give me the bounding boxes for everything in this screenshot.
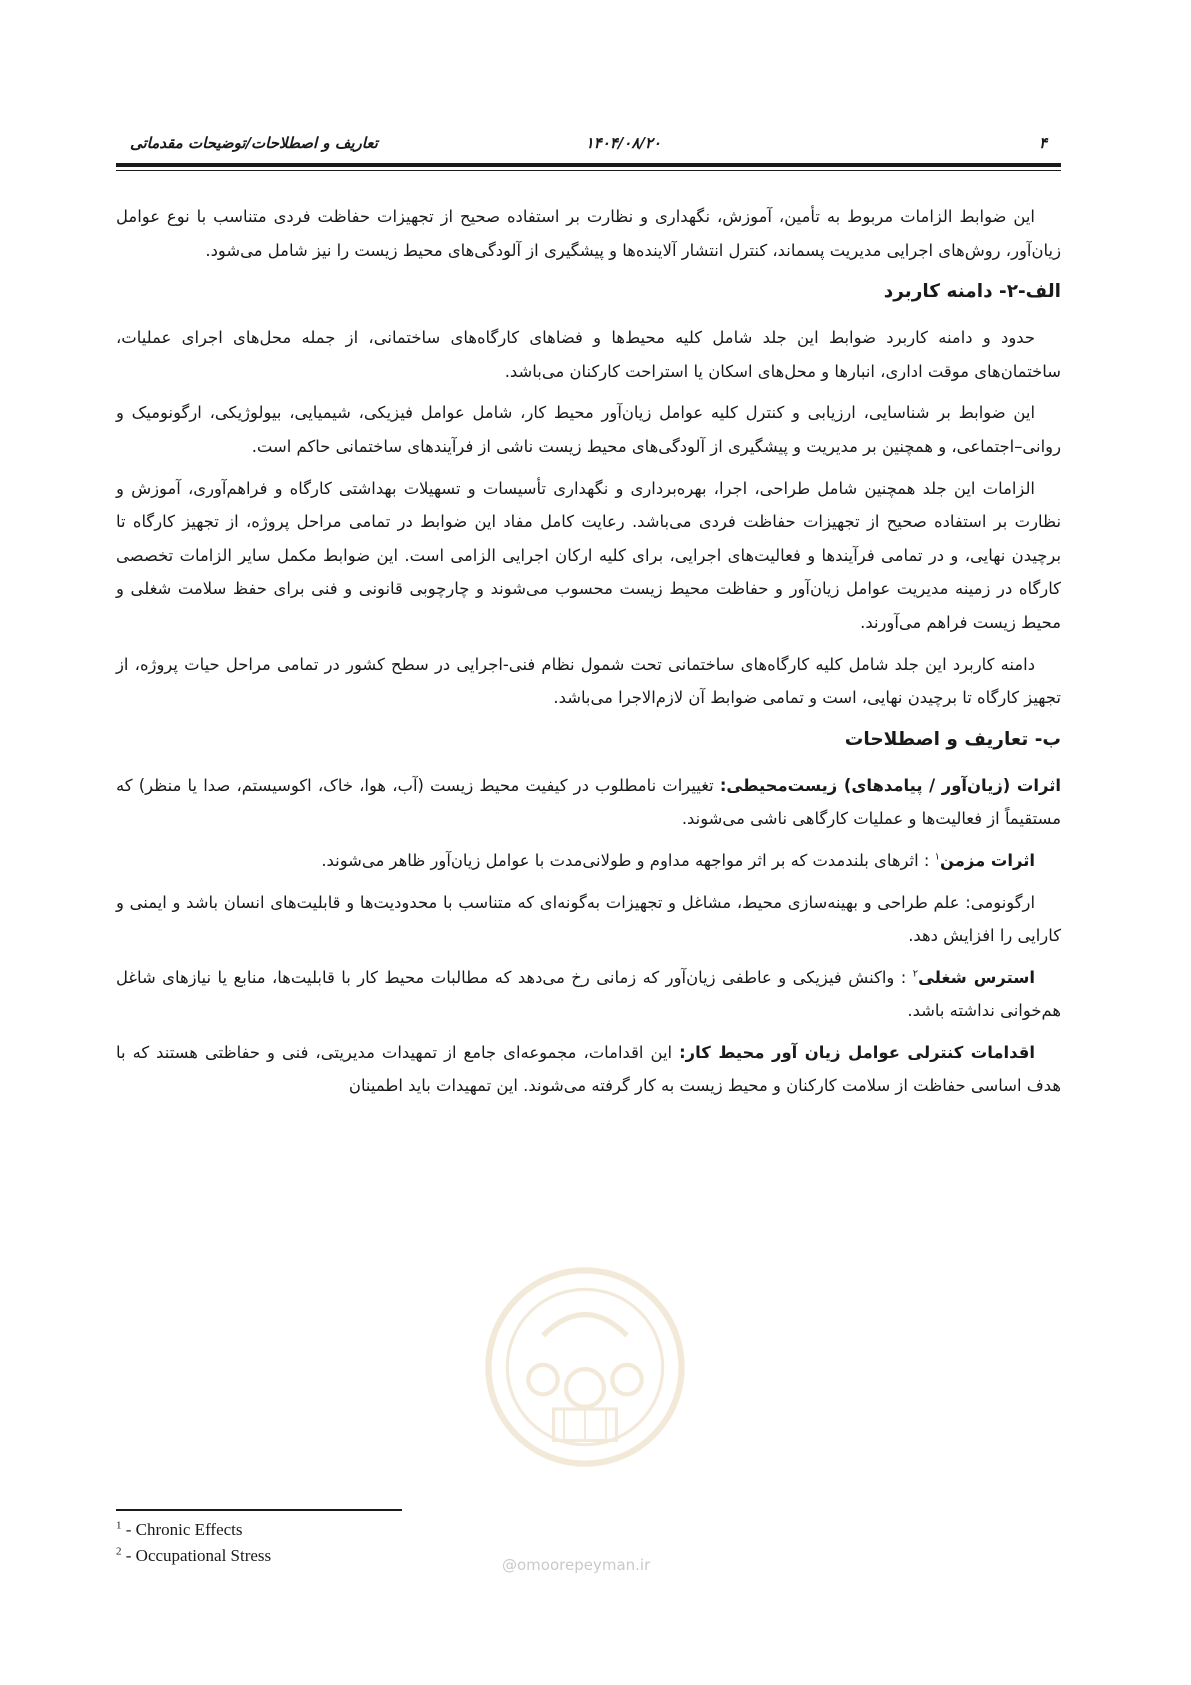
footnote-text: - Chronic Effects <box>121 1520 243 1539</box>
section-a2-paragraph-1: حدود و دامنه کاربرد ضوابط این جلد شامل کلیه محیط‌ها و فضاهای کارگاه‌های ساختمانی، از جمله محل‌های اجرای عملیات، ساختمان‌های موقت اداری، انبارها و محل‌های اسکان یا استراحت کارکنان می‌باشد. <box>116 328 1061 381</box>
definition-term: اقدامات کنترلی عوامل زیان آور محیط کار: <box>679 1042 1035 1062</box>
definition-term: اثرات مزمن <box>939 850 1035 870</box>
section-a2-paragraph-2: این ضوابط بر شناسایی، ارزیابی و کنترل کلیه عوامل زیان‌آور محیط کار، شامل عوامل فیزیکی، شیمیایی، بیولوژیکی، ارگونومیک و روانی–اجتماعی، و همچنین بر مدیریت و پیشگیری از آلودگی‌های محیط زیست ناشی از فرآیندهای ساختمانی حاکم است. <box>116 403 1061 456</box>
watermark-site: @omoorepeyman.ir <box>502 1556 651 1574</box>
definition-text: ارگونومی: علم طراحی و بهینه‌سازی محیط، مشاغل و تجهیزات به‌گونه‌ای که متناسب با محدودیت‌ها و قابلیت‌های انسان باشد و ایمنی و کارایی را افزایش دهد. <box>116 892 1061 946</box>
footnote-ref: ۱ <box>934 851 940 863</box>
page-header <box>116 128 1061 158</box>
watermark-seal-icon <box>480 1262 690 1472</box>
definition-environmental-effects <box>116 769 1061 836</box>
header-rule-thin <box>116 170 1061 171</box>
footnote-text: - Occupational Stress <box>121 1546 272 1565</box>
definition-term: اثرات (زیان‌آور / پیامدهای) زیست‌محیطی: <box>719 775 1061 795</box>
definition-ergonomics <box>116 886 1061 953</box>
definition-text: این اقدامات، مجموعه‌ای جامع از تمهیدات مدیریتی، فنی و حفاظتی هستند که با هدف اساسی حفاظت از سلامت کارکنان و محیط زیست به کار گرفته می‌شوند. این تمهیدات باید اطمینان <box>116 1042 1061 1096</box>
section-b-heading: ب- تعاریف و اصطلاحات <box>844 728 1061 750</box>
definition-text: تغییرات نامطلوب در کیفیت محیط زیست (آب، هوا، خاک، اکوسیستم، صدا یا منظر) که مستقیماً از فعالیت‌ها و عملیات کارگاهی ناشی می‌شوند. <box>116 775 1061 829</box>
header-date: ۱۴۰۴/۰۸/۲۰ <box>585 134 661 152</box>
footnote-ref: ۲ <box>912 968 919 980</box>
section-a2-paragraph-3: الزامات این جلد همچنین شامل طراحی، اجرا، بهره‌برداری و نگهداری تأسیسات و تسهیلات بهداشتی کارگاه و فراهم‌آوری، آموزش و نظارت بر استفاده صحیح از تجهیزات حفاظت فردی می‌باشد. رعایت کامل مفاد این ضوابط در تمامی مراحل پروژه، از تجهیز کارگاه تا برچیدن نهایی، و در تمامی فرآیندها و فعالیت‌های اجرایی، برای کلیه ارکان اجرایی الزامی است. این ضوابط مکمل سایر الزامات تخصصی کارگاه در زمینه مدیریت عوامل زیان‌آور و حفاظت محیط زیست محسوب می‌شوند و چارچوبی قانونی و فنی برای حفظ سلامت شغلی و محیط زیست فراهم می‌آورند. <box>116 478 1061 632</box>
footnote-number: 1 <box>116 1519 122 1532</box>
header-rule-thick <box>116 163 1061 167</box>
definition-term: استرس شغلی <box>918 967 1035 987</box>
section-a2-paragraph-4: دامنه کاربرد این جلد شامل کلیه کارگاه‌های ساختمانی تحت شمول نظام فنی-اجرایی در سطح کشور در تمامی مراحل حیات پروژه، از تجهیز کارگاه تا برچیدن نهایی، است و تمامی ضوابط آن لازم‌الاجرا می‌باشد. <box>116 654 1061 708</box>
definition-chronic-effects <box>116 844 1061 878</box>
definition-control-measures <box>116 1036 1061 1103</box>
page-body <box>116 200 1061 1111</box>
footnote-number: 2 <box>116 1545 122 1558</box>
definition-occupational-stress <box>116 961 1061 1028</box>
chapter-title: تعاریف و اصطلاحات/توضیحات مقدماتی <box>130 134 378 152</box>
definition-text: : واکنش فیزیکی و عاطفی زیان‌آور که زمانی رخ می‌دهد که مطالبات محیط کار با قابلیت‌ها، منابع یا نیازهای شاغل هم‌خوانی نداشته باشد. <box>116 967 1061 1021</box>
footnotes <box>116 1517 271 1569</box>
footnote-separator <box>116 1509 402 1511</box>
footnote-2 <box>116 1543 271 1569</box>
footnote-1 <box>116 1517 271 1543</box>
definition-text: : اثرهای بلندمدت که بر اثر مواجهه مداوم و طولانی‌مدت با عوامل زیان‌آور ظاهر می‌شوند. <box>321 850 935 870</box>
page-number: ۴ <box>1038 134 1047 152</box>
intro-paragraph: این ضوابط الزامات مربوط به تأمین، آموزش، نگهداری و نظارت بر استفاده صحیح از تجهیزات حفاظت فردی متناسب با نوع عوامل زیان‌آور، روش‌های اجرایی مدیریت پسماند، کنترل انتشار آلاینده‌ها و پیشگیری از آلودگی‌های محیط زیست را نیز شامل می‌شود. <box>116 207 1061 260</box>
section-a2-heading: الف-۲- دامنه کاربرد <box>883 281 1061 303</box>
